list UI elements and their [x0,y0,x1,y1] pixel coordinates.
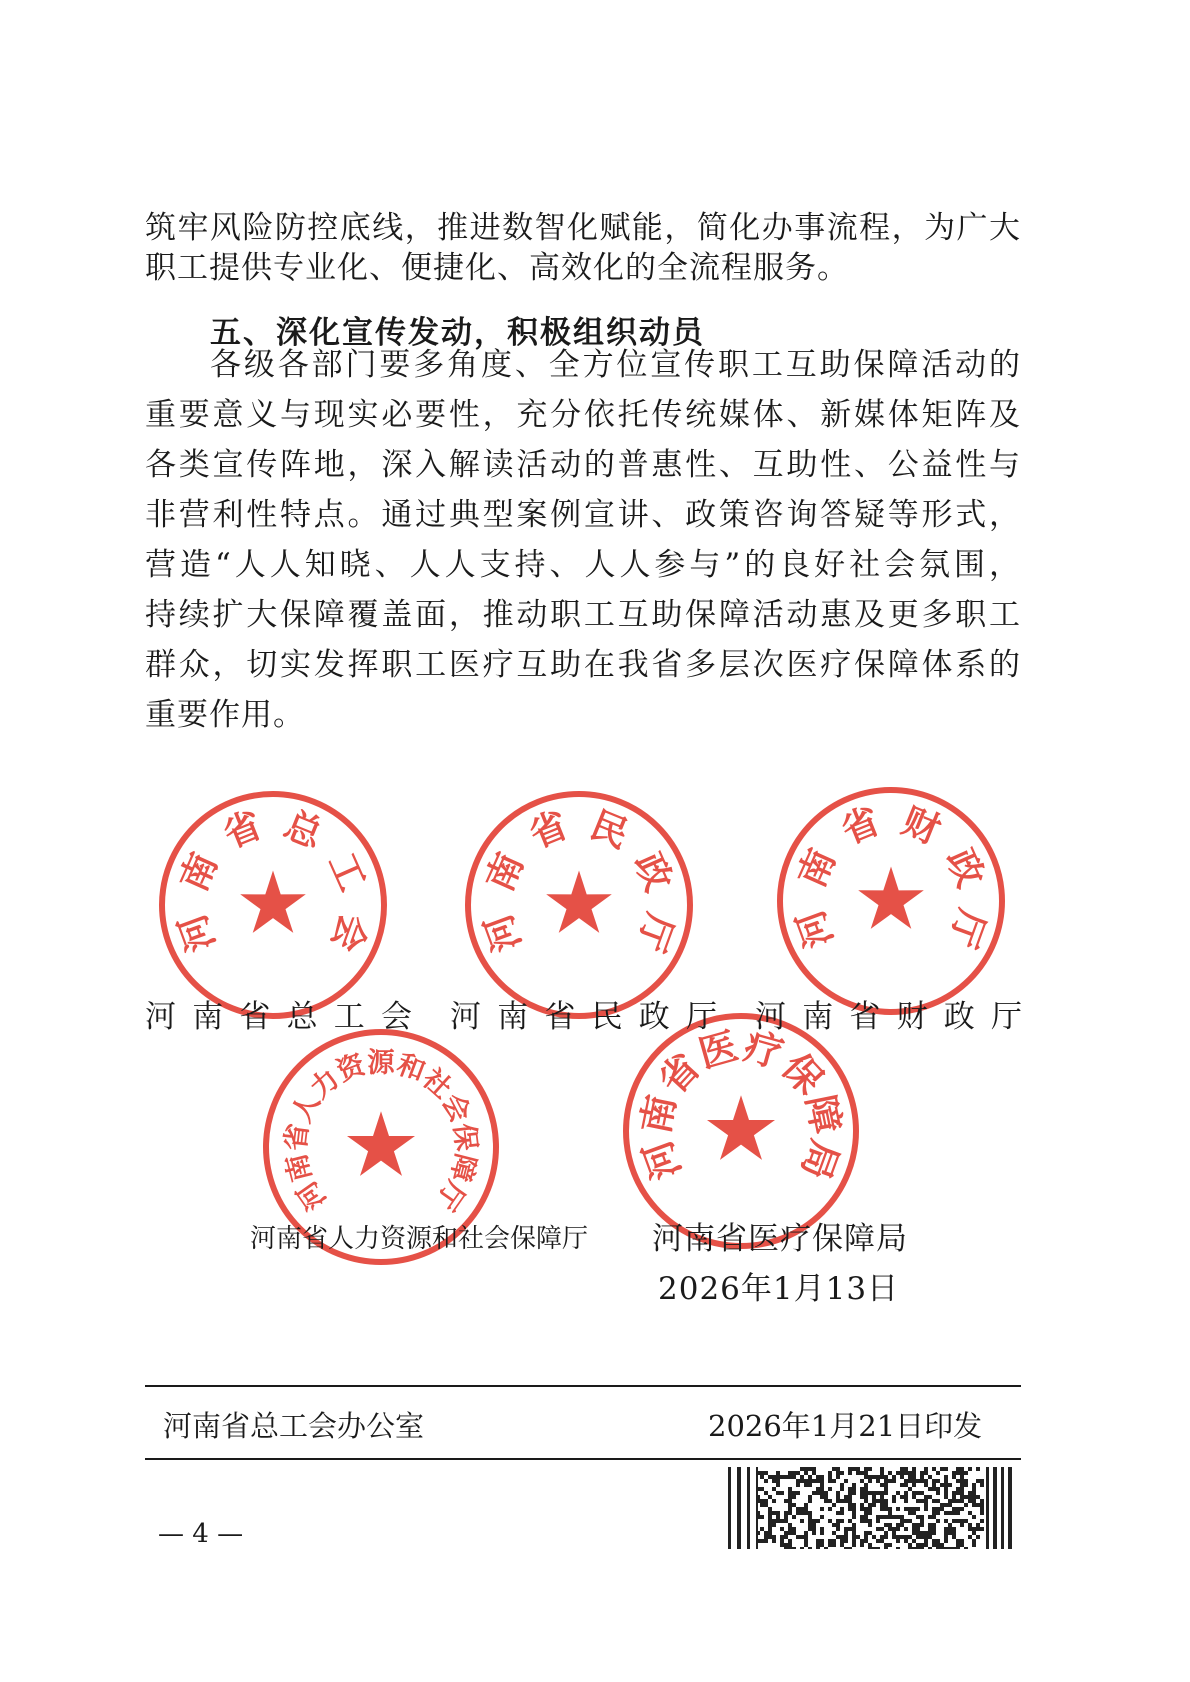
star-icon [707,1095,775,1160]
seal-char: 保 [773,1044,832,1103]
seal-char: 厅 [940,904,994,954]
official-seal [622,1012,860,1250]
signer-name: 河南省总工会 [145,999,413,1035]
seal-char: 省 [835,798,886,853]
seal-char: 医 [693,1023,743,1077]
star-icon [546,871,612,933]
seal-char: 会 [435,1088,476,1128]
seal-char: 河 [476,908,530,958]
seal-char: 和 [392,1049,430,1088]
section-heading: 五、深化宣传发动，积极组织动员 [210,315,705,351]
issue-date: 2026年1月21日印发 [708,1409,983,1443]
seal-char: 力 [304,1063,346,1105]
paragraph-line: 非营利性特点。通过典型案例宣讲、政策咨询答疑等形式， [145,497,1021,533]
seal-char: 南 [171,846,227,898]
seal-char: 省 [523,802,574,857]
seal-char: 省 [280,1121,315,1153]
signing-date: 2026年1月13日 [658,1271,900,1307]
seal-char: 省 [217,802,268,857]
seal-char: 资 [332,1049,370,1088]
official-seal [776,786,1006,1016]
seal-char: 人 [286,1088,327,1128]
paragraph-line: 筑牢风险防控底线，推进数智化赋能，简化办事流程，为广大 [145,210,1021,246]
seal-char: 河 [788,904,842,954]
seal-char: 厅 [429,1175,471,1216]
seal-char: 财 [896,798,947,853]
footer-top-rule [145,1385,1021,1387]
official-seal [158,790,388,1020]
signer-name: 河南省财政厅 [755,999,1023,1035]
issuer: 河南省总工会办公室 [163,1409,425,1443]
paragraph-line: 各级各部门要多角度、全方位宣传职工互助保障活动的 [210,347,1021,383]
seal-graphic [622,1012,860,1250]
paragraph-line: 各类宣传阵地，深入解读活动的普惠性、互助性、公益性与 [145,447,1021,483]
seal-char: 民 [584,802,635,857]
signer-name: 河南省民政厅 [450,999,718,1035]
signer-name: 河南省人力资源和社会保障厅 [250,1224,589,1254]
seal-char: 障 [798,1091,849,1138]
seal-char: 南 [477,846,533,898]
paragraph-line: 重要意义与现实必要性，充分依托传统媒体、新媒体矩阵及 [145,397,1021,433]
seal-graphic [776,786,1006,1016]
page-number: — 4 — [158,1519,244,1549]
paragraph-line: 营造“人人知晓、人人支持、人人参与”的良好社会氛围， [145,547,1021,583]
seal-char: 政 [937,842,993,894]
seal-char: 保 [447,1121,482,1153]
seal-char: 河 [291,1175,333,1216]
star-icon [347,1111,415,1176]
paragraph-line: 职工提供专业化、便捷化、高效化的全流程服务。 [145,250,849,286]
seal-char: 社 [416,1063,458,1105]
seal-char: 厅 [628,908,682,958]
seal-char: 源 [367,1047,395,1079]
paragraph-line: 群众，切实发挥职工医疗互助在我省多层次医疗保障体系的 [145,647,1021,683]
barcode-icon [728,1467,1013,1549]
seal-char: 局 [792,1134,848,1186]
star-icon [240,871,306,933]
seal-char: 障 [444,1150,481,1185]
seal-char: 会 [322,908,376,958]
seal-char: 政 [625,846,681,898]
paragraph-line: 重要作用。 [145,697,305,733]
star-icon [858,867,924,929]
paragraph-line: 持续扩大保障覆盖面，推动职工互助保障活动惠及更多职工 [145,597,1021,633]
footer-bottom-rule [145,1458,1021,1460]
official-seal [464,790,694,1020]
seal-char: 南 [281,1150,318,1185]
seal-char: 河 [170,908,224,958]
seal-char: 总 [278,802,329,857]
seal-graphic [158,790,388,1020]
seal-char: 南 [633,1091,684,1138]
seal-char: 疗 [739,1023,789,1077]
seal-char: 省 [650,1044,709,1103]
seal-char: 河 [634,1134,690,1186]
seal-char: 工 [319,846,375,898]
seal-char: 南 [789,842,845,894]
seal-graphic [464,790,694,1020]
signer-name: 河南省医疗保障局 [652,1221,908,1257]
